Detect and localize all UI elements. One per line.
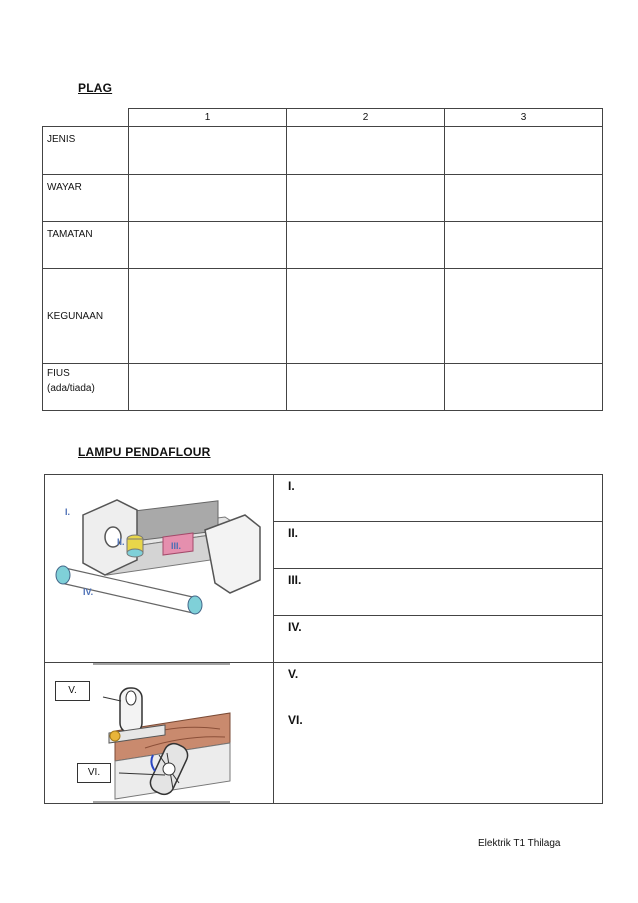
table-header-row (43, 109, 603, 127)
row-label: JENIS (43, 127, 129, 175)
table-row (43, 222, 603, 269)
figure-label-box: VI. (77, 763, 111, 783)
table-row (45, 475, 603, 522)
plag-heading: PLAG (78, 81, 113, 95)
figure-label: III. (171, 541, 182, 551)
plag-table (42, 108, 603, 411)
table-row (45, 663, 603, 804)
figure-label: IV. (83, 587, 94, 597)
answer-cell[interactable] (129, 127, 287, 175)
answer-cell[interactable] (287, 269, 445, 364)
answer-cell[interactable] (445, 175, 603, 222)
answer-cell[interactable]: IV. (274, 616, 603, 663)
answer-cell[interactable] (287, 127, 445, 175)
lampholder-figure-cell (45, 663, 274, 804)
answer-cell[interactable] (287, 175, 445, 222)
answer-cell[interactable] (129, 175, 287, 222)
answer-cell[interactable]: III. (274, 569, 603, 616)
answer-cell[interactable] (129, 222, 287, 269)
column-header: 1 (129, 109, 287, 127)
answer-label: VI. (288, 713, 303, 727)
row-label: WAYAR (43, 175, 129, 222)
footer-text: Elektrik T1 Thilaga (478, 838, 561, 849)
row-label: FIUS (ada/tiada) (43, 364, 129, 411)
figure-label: I. (65, 507, 71, 517)
answer-cell[interactable] (129, 364, 287, 411)
figure-label-box: V. (55, 681, 90, 701)
answer-cell[interactable]: II. (274, 522, 603, 569)
fluorescent-fitting-illustration (45, 475, 274, 659)
answer-cell[interactable] (445, 127, 603, 175)
lampu-table (44, 474, 603, 804)
answer-label: V. (288, 667, 299, 681)
answer-cell[interactable]: I. (274, 475, 603, 522)
answer-cell[interactable] (445, 364, 603, 411)
answer-cell[interactable] (274, 663, 603, 804)
table-row (43, 175, 603, 222)
column-header: 3 (445, 109, 603, 127)
table-row (43, 127, 603, 175)
row-label: KEGUNAAN (43, 269, 129, 364)
row-label: TAMATAN (43, 222, 129, 269)
answer-cell[interactable] (445, 269, 603, 364)
figure-label: II. (117, 537, 125, 547)
column-header: 2 (287, 109, 445, 127)
fluorescent-fitting-figure-cell (45, 475, 274, 663)
answer-cell[interactable] (287, 222, 445, 269)
lampu-heading: LAMPU PENDAFLOUR (78, 445, 211, 459)
table-row (43, 269, 603, 364)
answer-cell[interactable] (287, 364, 445, 411)
answer-cell[interactable] (445, 222, 603, 269)
blank-corner (43, 109, 129, 127)
table-row (43, 364, 603, 411)
answer-cell[interactable] (129, 269, 287, 364)
